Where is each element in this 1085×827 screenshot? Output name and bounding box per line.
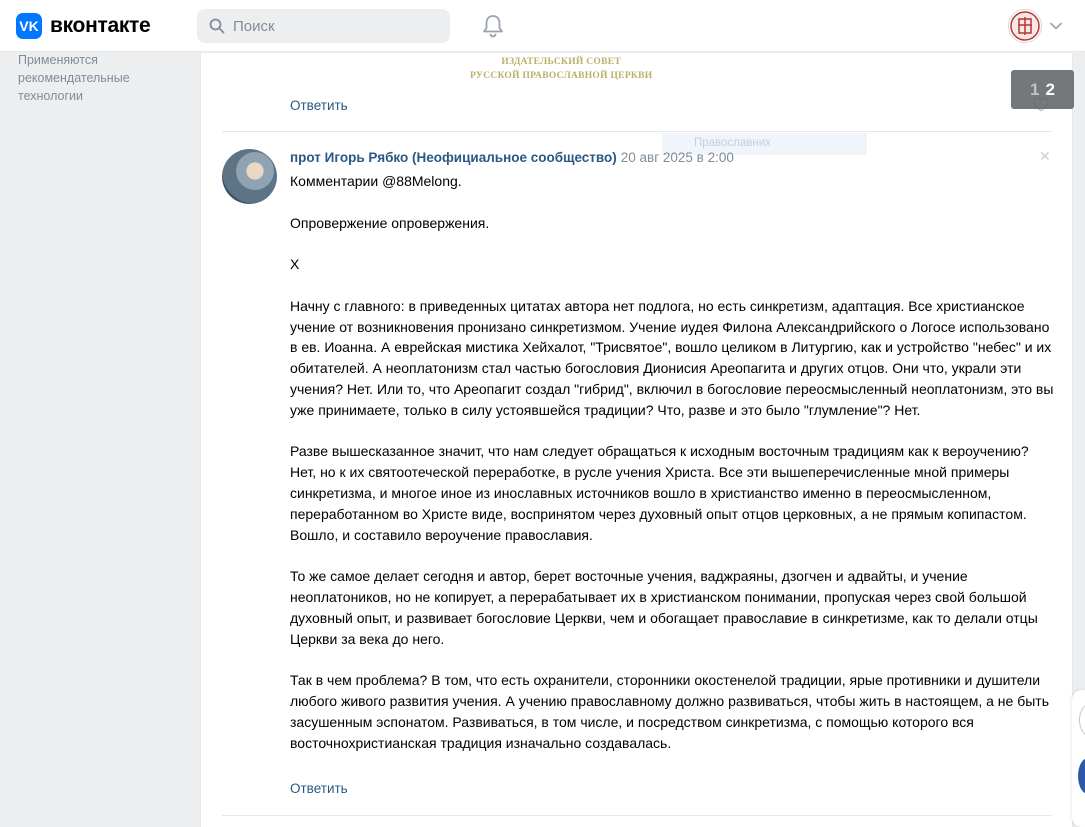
vk-logo-icon: VK: [16, 13, 42, 39]
page-counter-prev: 1: [1030, 79, 1046, 99]
comment-date[interactable]: 20 авг 2025 в 2:00: [620, 150, 734, 165]
page-counter: [1011, 70, 1074, 109]
comment-paragraph: Комментарии @88Melong.: [290, 173, 462, 189]
comment-paragraph: Опровержение опровержения.: [290, 214, 490, 231]
comment-text: [290, 171, 1055, 753]
comment-paragraph: Начну с главного: в приведенных цитатах автора нет подлога, но есть синкретизм, адаптация. Все христианское учение от возникновения пронизано синкретизмом. Учение иудея Филона Александрийского о Логосе использовано в ев. Иоанна. А еврейская мистика Хейхалот, "Трисвятое", вошло целиком в Литургию, как и устройство "небес" и их обитателей. А неоплатонизм стал частью богословия Дионисия Ареопагита и других отцов. Они что, украли эти учения? Нет. Или то, что Ареопагит создал "гибрид", включил в богословие переосмысленный неоплатонизм, это вы уже принимаете, только в силу устоявшейся традиции? Что, разве и это было "глумление"? Нет.: [290, 297, 1054, 418]
comment-divider: [222, 815, 1052, 816]
comment-header: [290, 150, 734, 165]
vk-logo[interactable]: [16, 13, 150, 39]
comment-paragraph: Так в чем проблема? В том, что есть охранители, сторонники окостенелой традиции, ярые противники и душители любого живого развития учения. А учению православному должно развиваться, чтобы жить в настоящем, а не быть засушенным эспонатом. Развиваться, в том числе, и посредством синкретизма, с помощью которого вся восточнохристианская традиция изначально создавалась.: [290, 672, 1049, 751]
comment-author-avatar[interactable]: [222, 149, 277, 204]
post-image-line1: ИЗДАТЕЛЬСКИЙ СОВЕТ: [501, 57, 622, 67]
comment-author-link[interactable]: прот Игорь Рябко (Неофициальное сообщество): [290, 150, 617, 165]
profile-avatar[interactable]: [1008, 9, 1042, 43]
post-image-line2: РУССКОЙ ПРАВОСЛАВНОЙ ЦЕРКВИ: [470, 71, 653, 81]
search-icon: [209, 18, 225, 34]
comment-paragraph: То же самое делает сегодня и автор, берет восточные учения, ваджраяны, дзогчен и адвайты, и учение неоплатоников, но не копирует, а перерабатывает их в христианском понимании, пропуская через свой большой духовный опыт, и развивает богословие Церкви, чем и обогащает православие в синкретизме, как то делали отцы Церкви за века до него.: [290, 568, 1038, 647]
recommendation-notice: Применяются рекомендательные технологии: [18, 53, 130, 103]
top-header: [0, 0, 1085, 52]
comment-divider: [222, 131, 1052, 132]
comment-paragraph: X: [290, 256, 300, 273]
close-icon[interactable]: ✕: [1039, 148, 1051, 164]
reply-button[interactable]: Ответить: [290, 781, 348, 796]
reply-button[interactable]: Ответить: [290, 98, 348, 113]
vk-logo-text: вконтакте: [50, 14, 151, 37]
chevron-down-icon: [1050, 22, 1062, 30]
search-box[interactable]: [197, 9, 450, 43]
notifications-bell-icon[interactable]: [481, 13, 505, 39]
post-image-caption: [470, 55, 652, 83]
profile-menu[interactable]: [1008, 9, 1062, 43]
comment-paragraph: Разве вышесказанное значит, что нам следует обращаться к исходным восточным традициям как к вероучению? Нет, но к их святоотеческой переработке, в русле учения Христа. Все эти вышеперечисленные мной примеры синкретизма, и многое иное из инославных источников вошло в христианство именно в переосмысленном, переработанном во Христе виде, воспринятом через духовный опыт отцов церковных, а не прямым копипастом. Вошло, и составило вероучение православия.: [290, 443, 1029, 543]
ghost-tag: Православних: [662, 133, 867, 155]
page-counter-current: 2: [1045, 79, 1061, 99]
search-input[interactable]: [233, 18, 433, 35]
